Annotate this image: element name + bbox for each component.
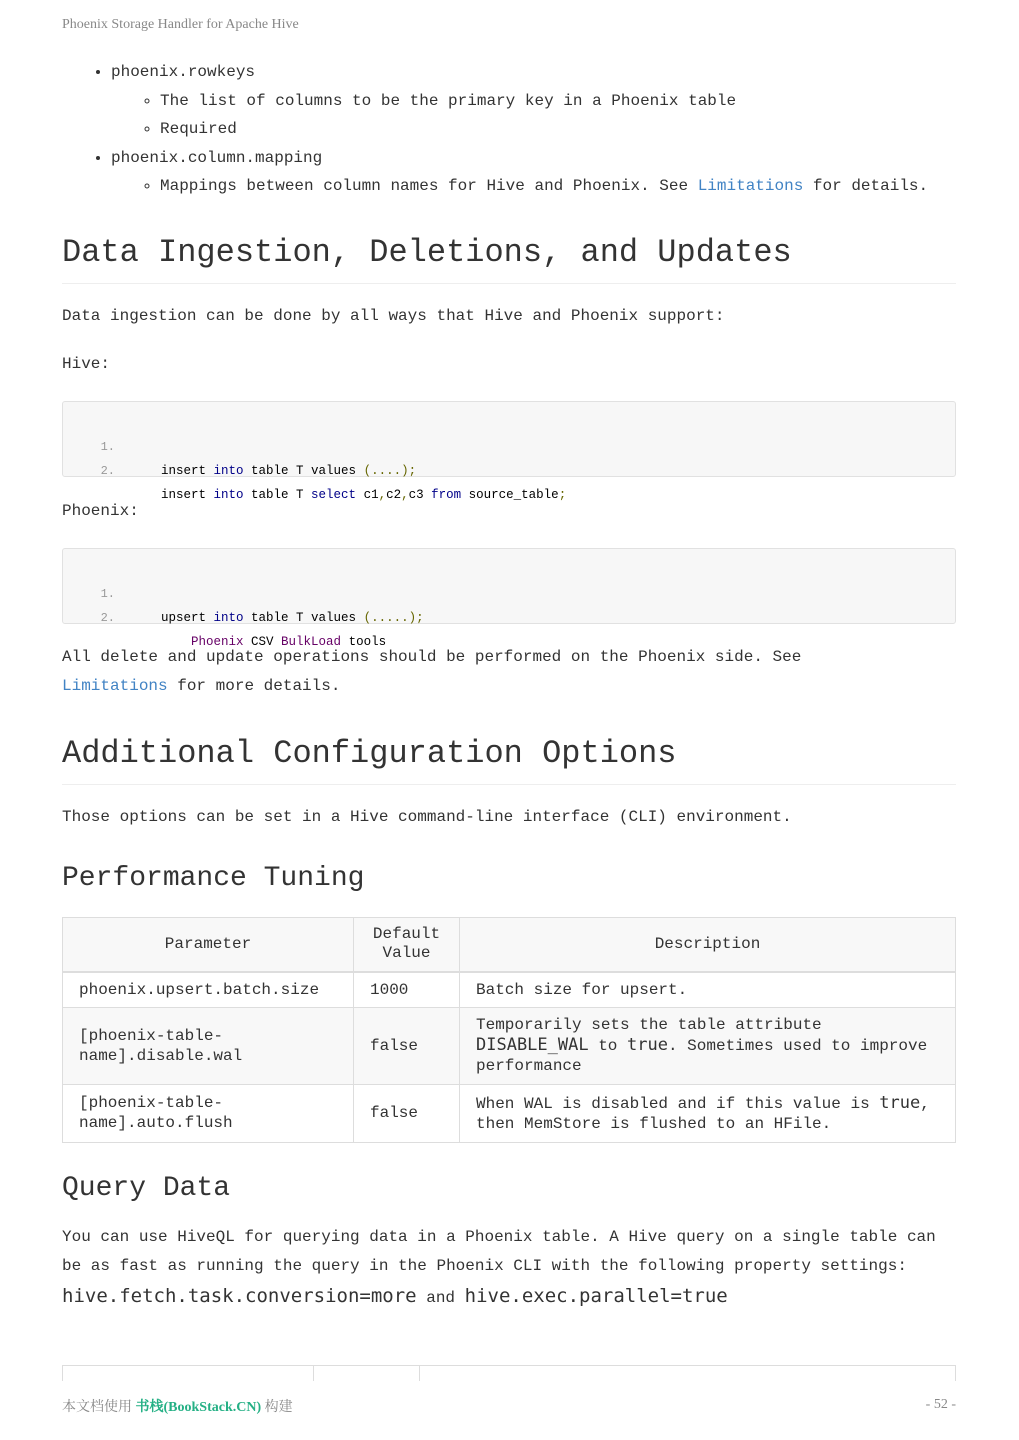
section-heading-config: Additional Configuration Options [62,735,956,785]
table-cell: false [354,1084,460,1142]
list-item [111,144,956,201]
paragraph: Data ingestion can be done by all ways that Hive and Phoenix support: [62,306,725,325]
properties-list [62,58,956,201]
running-title: Phoenix Storage Handler for Apache Hive [62,17,299,32]
paragraph: Those options can be set in a Hive command-line interface (CLI) environment. [62,807,792,826]
inline-code: hive.fetch.task.conversion=more [62,1284,417,1307]
table-divider [419,1366,420,1381]
list-item [111,58,956,144]
table-cell: false [354,1007,460,1084]
property-name: phoenix.column.mapping [111,148,323,167]
subsection-heading-query: Query Data [62,1172,231,1204]
table-cell: [phoenix-table-name].auto.flush [63,1084,354,1142]
column-header: Description [460,917,956,972]
limitations-link[interactable]: Limitations [697,177,804,195]
line-number: 2. [100,610,115,625]
table-row [63,1084,956,1142]
table-header-row [63,917,956,972]
table-divider [313,1366,314,1381]
list-text: Mappings between column names for Hive and Phoenix. See [160,177,698,195]
table-cell: [phoenix-table-name].disable.wal [63,1007,354,1084]
list-item: ◦ Required [160,115,956,144]
section-heading-ingestion: Data Ingestion, Deletions, and Updates [62,234,956,284]
list-item [160,172,956,201]
inline-code: DISABLE_WAL [476,1035,589,1055]
table-cell: When WAL is disabled and if this value is true, then MemStore is flushed to an HFile. [460,1084,956,1142]
property-name: phoenix.rowkeys [111,63,256,81]
table-cell: phoenix.upsert.batch.size [63,972,354,1007]
code-text: upsert into table T values (.....); [161,610,424,625]
paragraph: Hive: [62,354,111,373]
code-block-hive [62,401,956,502]
column-header: Default Value [354,917,460,972]
code-text: insert into table T values (....); [161,463,417,478]
line-number: 2. [100,463,115,478]
code-block-phoenix [62,548,956,649]
page-number: - 52 - [925,1397,956,1412]
footer-credit: 本文档使用 书栈(BookStack.CN) 构建 [62,1400,293,1415]
performance-table [62,917,956,1143]
table-row [63,972,956,1007]
paragraph: Phoenix: [62,501,139,520]
paragraph-text: and [416,1288,465,1307]
paragraph-text: All delete and update operations should be performed on the Phoenix side. See [62,647,802,666]
continued-table [62,1365,956,1381]
table-cell: Temporarily sets the table attribute DISABLE_WAL to true. Sometimes used to improve performance [460,1007,956,1084]
table-cell: Batch size for upsert. [460,972,956,1007]
line-number: 1. [100,586,115,601]
table-row [63,1007,956,1084]
code-line [63,558,955,625]
list-item: ◦ The list of columns to be the primary key in a Phoenix table [160,87,956,116]
sub-list [111,87,956,144]
line-number: 1. [100,439,115,454]
bookstack-link[interactable]: 书栈(BookStack.CN) [135,1400,262,1415]
inline-code: true [879,1092,921,1113]
limitations-link[interactable]: Limitations [62,676,168,695]
inline-code: hive.exec.parallel=true [464,1284,728,1307]
paragraph [62,1223,956,1314]
sub-list [111,172,956,201]
subsection-heading-performance: Performance Tuning [62,862,365,894]
table-cell: 1000 [354,972,460,1007]
paragraph-text: You can use HiveQL for querying data in a Phoenix table. A Hive query on a single table can be as fast as running the query in the Phoenix CLI with the following property settings: [62,1227,936,1275]
page-content [62,58,956,1313]
inline-code: true [627,1035,668,1055]
code-text: insert into table T select c1,c2,c3 from source_table; [161,487,567,502]
column-header: Parameter [63,917,354,972]
code-line [63,411,955,478]
paragraph-text: for more details. [167,676,341,695]
code-text: Phoenix CSV BulkLoad tools [191,634,387,649]
list-text: for details. [803,177,929,195]
